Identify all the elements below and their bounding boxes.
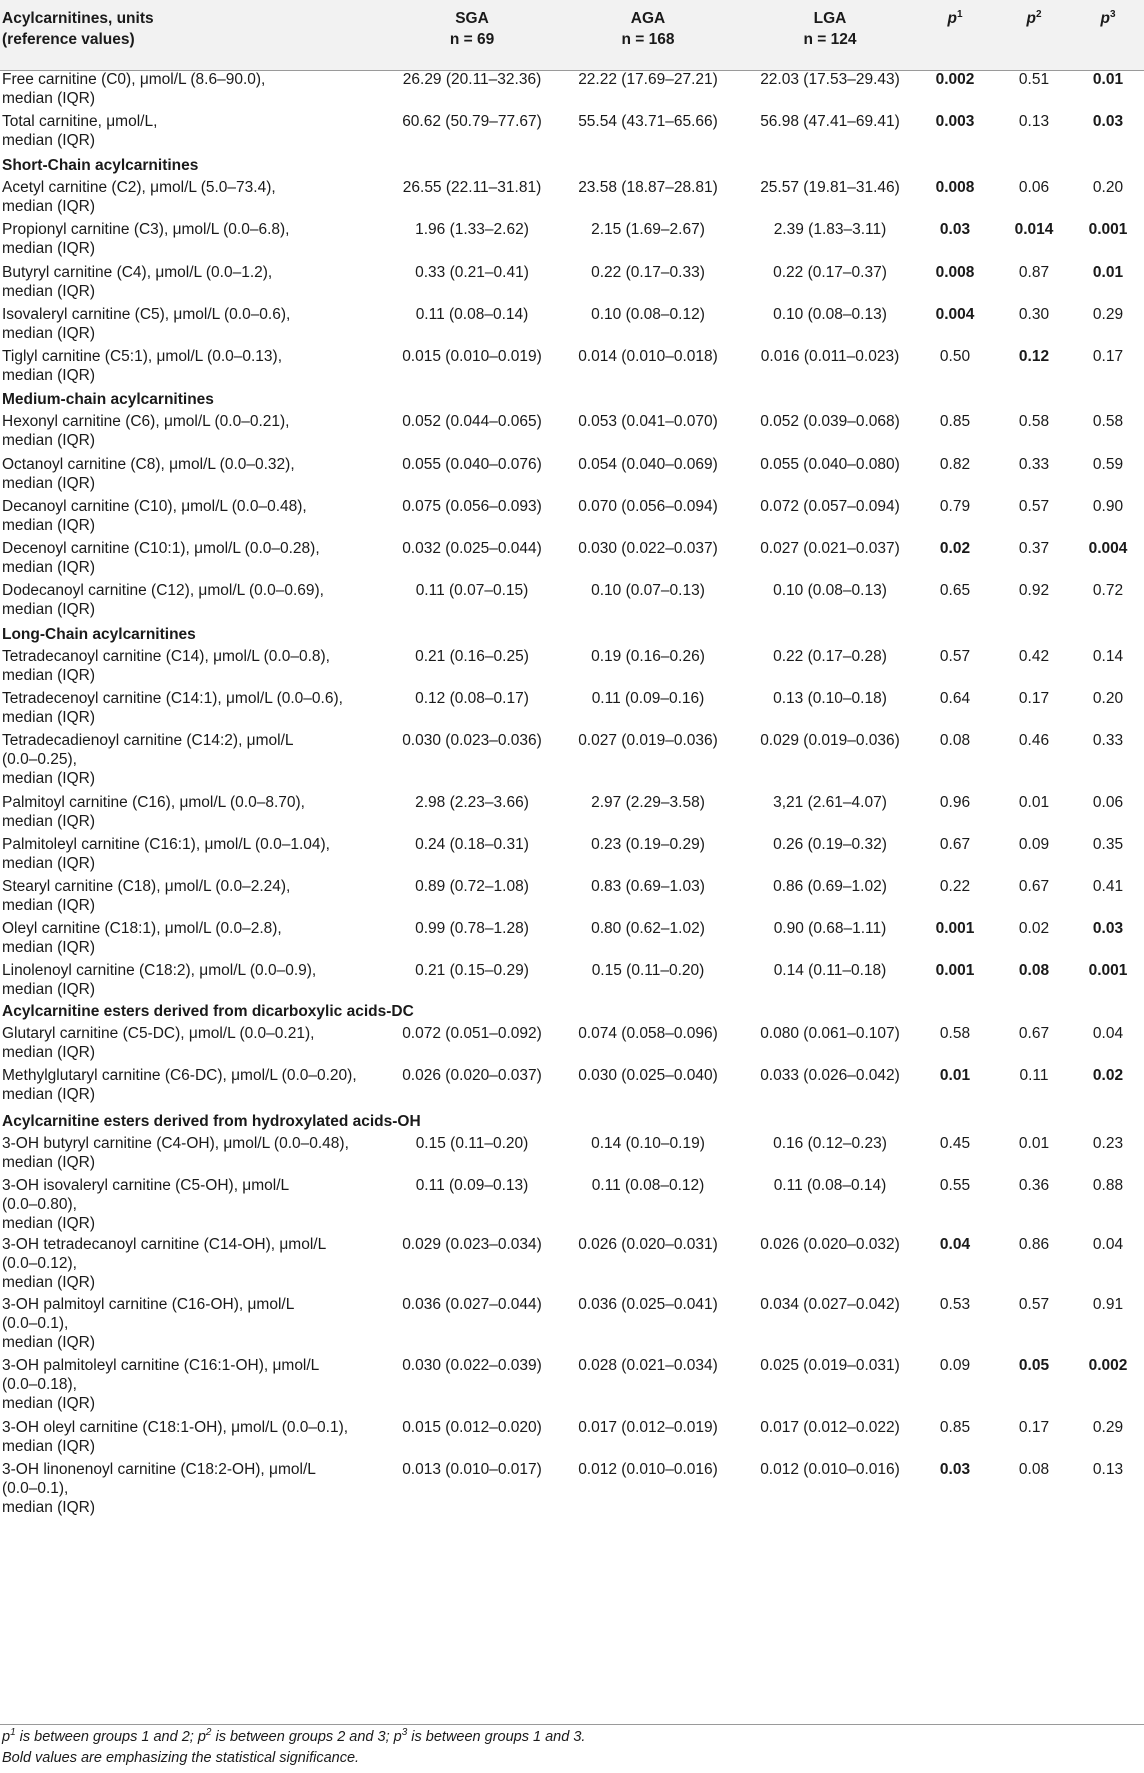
- table-bottom-rule: [0, 1724, 1144, 1725]
- p2-value: 0.57: [1018, 1296, 1050, 1313]
- aga-value: 0.028 (0.021–0.034): [578, 1357, 718, 1374]
- p2-value: 0.08: [1018, 1461, 1050, 1478]
- p1-value: 0.50: [939, 348, 971, 365]
- row-label-line: median (IQR): [2, 325, 96, 342]
- section-header: Acylcarnitine esters derived from hydroxylated acids-OH: [2, 1113, 421, 1130]
- p1-value: 0.85: [939, 413, 971, 430]
- p1-value: 0.001: [935, 962, 975, 979]
- p2-value: 0.13: [1018, 113, 1050, 130]
- aga-value: 22.22 (17.69–27.21): [578, 71, 718, 88]
- p1-value: 0.004: [935, 306, 975, 323]
- p2-value: 0.33: [1018, 456, 1050, 473]
- footnote-sup-3: 3: [401, 1727, 408, 1739]
- row-label-line: median (IQR): [2, 432, 96, 449]
- lga-value: 0.026 (0.020–0.032): [760, 1236, 900, 1253]
- aga-value: 55.54 (43.71–65.66): [578, 113, 718, 130]
- sga-value: 0.029 (0.023–0.034): [402, 1236, 542, 1253]
- p2-value: 0.11: [1019, 1067, 1049, 1084]
- p3-value: 0.17: [1092, 348, 1124, 365]
- aga-value: 0.11 (0.08–0.12): [591, 1177, 705, 1194]
- aga-value: 0.14 (0.10–0.19): [591, 1135, 705, 1152]
- row-label-line: median (IQR): [2, 198, 96, 215]
- lga-value: 3,21 (2.61–4.07): [773, 794, 887, 811]
- aga-value: 0.026 (0.020–0.031): [578, 1236, 718, 1253]
- lga-value: 0.10 (0.08–0.13): [773, 306, 887, 323]
- p3-value: 0.20: [1092, 179, 1124, 196]
- sga-value: 0.24 (0.18–0.31): [415, 836, 529, 853]
- row-label-line: (0.0–0.80),: [2, 1196, 77, 1213]
- p1-value: 0.64: [939, 690, 971, 707]
- row-label-line: median (IQR): [2, 283, 96, 300]
- header-p1-sup: 1: [956, 8, 963, 20]
- aga-value: 0.80 (0.62–1.02): [591, 920, 705, 937]
- sga-value: 0.052 (0.044–0.065): [402, 413, 542, 430]
- header-col0-line1: Acylcarnitines, units: [2, 10, 154, 27]
- p2-value: 0.17: [1018, 1419, 1050, 1436]
- footnote-sup-2: 2: [205, 1727, 212, 1739]
- lga-value: 22.03 (17.53–29.43): [760, 71, 900, 88]
- p1-value: 0.03: [939, 221, 971, 238]
- lga-value: 0.017 (0.012–0.022): [760, 1419, 900, 1436]
- p1-value: 0.02: [939, 540, 971, 557]
- row-label-line: median (IQR): [2, 981, 96, 998]
- sga-value: 0.013 (0.010–0.017): [402, 1461, 542, 1478]
- aga-value: 0.014 (0.010–0.018): [578, 348, 718, 365]
- header-lga-n: n = 124: [803, 31, 857, 48]
- p3-value: 0.29: [1092, 1419, 1124, 1436]
- row-label-line: 3-OH isovaleryl carnitine (C5-OH), μmol/L: [2, 1177, 290, 1194]
- header-col0-line2: (reference values): [2, 31, 135, 48]
- lga-value: 0.22 (0.17–0.37): [773, 264, 887, 281]
- p3-value: 0.03: [1092, 920, 1124, 937]
- footnote-text-3: is between groups 1 and 3.: [407, 1729, 586, 1745]
- p3-value: 0.004: [1088, 540, 1128, 557]
- p1-value: 0.001: [935, 920, 975, 937]
- row-label-line: Butyryl carnitine (C4), μmol/L (0.0–1.2),: [2, 264, 273, 281]
- p3-value: 0.72: [1092, 582, 1124, 599]
- row-label-line: 3-OH butyryl carnitine (C4-OH), μmol/L (0.0–0.48),: [2, 1135, 349, 1152]
- header-p1-letter: p: [947, 10, 957, 27]
- p1-value: 0.09: [939, 1357, 971, 1374]
- row-label-line: median (IQR): [2, 240, 96, 257]
- aga-value: 0.074 (0.058–0.096): [578, 1025, 718, 1042]
- p1-value: 0.55: [939, 1177, 971, 1194]
- aga-value: 0.017 (0.012–0.019): [578, 1419, 718, 1436]
- row-label-line: Dodecanoyl carnitine (C12), μmol/L (0.0–0.69),: [2, 582, 324, 599]
- row-label-line: Linolenoyl carnitine (C18:2), μmol/L (0.0–0.9),: [2, 962, 317, 979]
- p3-value: 0.001: [1088, 221, 1128, 238]
- section-header: Acylcarnitine esters derived from dicarboxylic acids-DC: [2, 1003, 414, 1020]
- p2-value: 0.12: [1018, 348, 1050, 365]
- lga-value: 0.033 (0.026–0.042): [760, 1067, 900, 1084]
- lga-value: 0.029 (0.019–0.036): [760, 732, 900, 749]
- row-label-line: Tetradecadienoyl carnitine (C14:2), μmol/L: [2, 732, 294, 749]
- row-label-line: Hexonyl carnitine (C6), μmol/L (0.0–0.21),: [2, 413, 290, 430]
- p2-value: 0.67: [1018, 1025, 1050, 1042]
- p1-value: 0.002: [935, 71, 975, 88]
- aga-value: 0.22 (0.17–0.33): [591, 264, 705, 281]
- sga-value: 0.072 (0.051–0.092): [402, 1025, 542, 1042]
- p2-value: 0.87: [1018, 264, 1050, 281]
- footnote-bold-note: Bold values are emphasizing the statistical significance.: [2, 1750, 360, 1766]
- p2-value: 0.67: [1018, 878, 1050, 895]
- sga-value: 0.036 (0.027–0.044): [402, 1296, 542, 1313]
- row-label-line: median (IQR): [2, 939, 96, 956]
- lga-value: 0.86 (0.69–1.02): [773, 878, 887, 895]
- row-label-line: median (IQR): [2, 1334, 96, 1351]
- sga-value: 0.11 (0.09–0.13): [415, 1177, 529, 1194]
- row-label-line: median (IQR): [2, 90, 96, 107]
- sga-value: 0.11 (0.08–0.14): [415, 306, 529, 323]
- lga-value: 0.034 (0.027–0.042): [760, 1296, 900, 1313]
- sga-value: 2.98 (2.23–3.66): [415, 794, 529, 811]
- p2-value: 0.57: [1018, 498, 1050, 515]
- aga-value: 2.97 (2.29–3.58): [591, 794, 705, 811]
- header-lga-name: LGA: [813, 10, 847, 27]
- p3-value: 0.02: [1092, 1067, 1124, 1084]
- p2-value: 0.05: [1018, 1357, 1050, 1374]
- aga-value: 0.15 (0.11–0.20): [591, 962, 705, 979]
- p3-value: 0.35: [1092, 836, 1124, 853]
- p1-value: 0.67: [939, 836, 971, 853]
- p3-value: 0.001: [1088, 962, 1128, 979]
- row-label-line: median (IQR): [2, 897, 96, 914]
- sga-value: 26.29 (20.11–32.36): [402, 71, 542, 88]
- row-label-line: Tetradecanoyl carnitine (C14), μmol/L (0.0–0.8),: [2, 648, 330, 665]
- row-label-line: median (IQR): [2, 1499, 96, 1516]
- p2-value: 0.06: [1018, 179, 1050, 196]
- p3-value: 0.58: [1092, 413, 1124, 430]
- p1-value: 0.45: [939, 1135, 971, 1152]
- row-label-line: Decanoyl carnitine (C10), μmol/L (0.0–0.48),: [2, 498, 307, 515]
- p2-value: 0.58: [1018, 413, 1050, 430]
- row-label-line: Glutaryl carnitine (C5-DC), μmol/L (0.0–0.21),: [2, 1025, 315, 1042]
- row-label-line: Total carnitine, μmol/L,: [2, 113, 158, 130]
- row-label-line: Stearyl carnitine (C18), μmol/L (0.0–2.24),: [2, 878, 291, 895]
- row-label-line: Decenoyl carnitine (C10:1), μmol/L (0.0–0.28),: [2, 540, 320, 557]
- row-label-line: median (IQR): [2, 709, 96, 726]
- p2-value: 0.08: [1018, 962, 1050, 979]
- section-header: Medium-chain acylcarnitines: [2, 391, 214, 408]
- p1-value: 0.08: [939, 732, 971, 749]
- p3-value: 0.20: [1092, 690, 1124, 707]
- p3-value: 0.90: [1092, 498, 1124, 515]
- aga-value: 23.58 (18.87–28.81): [578, 179, 718, 196]
- footnote-pvalues: [2, 1728, 585, 1747]
- lga-value: 2.39 (1.83–3.11): [773, 221, 887, 238]
- p3-value: 0.91: [1092, 1296, 1124, 1313]
- row-label-line: median (IQR): [2, 475, 96, 492]
- row-label-line: median (IQR): [2, 813, 96, 830]
- aga-value: 0.036 (0.025–0.041): [578, 1296, 718, 1313]
- sga-value: 0.055 (0.040–0.076): [402, 456, 542, 473]
- aga-value: 0.10 (0.08–0.12): [591, 306, 705, 323]
- row-label-line: Acetyl carnitine (C2), μmol/L (5.0–73.4),: [2, 179, 276, 196]
- p3-value: 0.33: [1092, 732, 1124, 749]
- p3-value: 0.04: [1092, 1236, 1124, 1253]
- row-label-line: 3-OH tetradecanoyl carnitine (C14-OH), μmol/L: [2, 1236, 327, 1253]
- p1-value: 0.65: [939, 582, 971, 599]
- aga-value: 2.15 (1.69–2.67): [591, 221, 705, 238]
- row-label-line: 3-OH oleyl carnitine (C18:1-OH), μmol/L (0.0–0.1),: [2, 1419, 349, 1436]
- row-label-line: (0.0–0.25),: [2, 751, 77, 768]
- lga-value: 0.025 (0.019–0.031): [760, 1357, 900, 1374]
- row-label-line: Propionyl carnitine (C3), μmol/L (0.0–6.8),: [2, 221, 290, 238]
- p1-value: 0.22: [939, 878, 971, 895]
- p2-value: 0.01: [1018, 794, 1050, 811]
- p2-value: 0.46: [1018, 732, 1050, 749]
- header-p3-letter: p: [1100, 10, 1110, 27]
- lga-value: 0.052 (0.039–0.068): [760, 413, 900, 430]
- lga-value: 0.22 (0.17–0.28): [773, 648, 887, 665]
- p3-value: 0.002: [1088, 1357, 1128, 1374]
- sga-value: 0.11 (0.07–0.15): [415, 582, 529, 599]
- row-label-line: median (IQR): [2, 517, 96, 534]
- p1-value: 0.01: [939, 1067, 971, 1084]
- row-label-line: median (IQR): [2, 601, 96, 618]
- aga-value: 0.23 (0.19–0.29): [591, 836, 705, 853]
- row-label-line: median (IQR): [2, 1438, 96, 1455]
- row-label-line: Oleyl carnitine (C18:1), μmol/L (0.0–2.8),: [2, 920, 282, 937]
- sga-value: 0.12 (0.08–0.17): [415, 690, 529, 707]
- sga-value: 26.55 (22.11–31.81): [402, 179, 542, 196]
- header-p3: [1072, 8, 1144, 29]
- p1-value: 0.96: [939, 794, 971, 811]
- header-sga-name: SGA: [455, 10, 489, 27]
- p2-value: 0.92: [1018, 582, 1050, 599]
- aga-value: 0.053 (0.041–0.070): [578, 413, 718, 430]
- p2-value: 0.17: [1018, 690, 1050, 707]
- aga-value: 0.83 (0.69–1.03): [591, 878, 705, 895]
- row-label-line: 3-OH linonenoyl carnitine (C18:2-OH), μmol/L: [2, 1461, 316, 1478]
- p1-value: 0.85: [939, 1419, 971, 1436]
- sga-value: 0.075 (0.056–0.093): [402, 498, 542, 515]
- p2-value: 0.014: [1014, 221, 1054, 238]
- sga-value: 0.015 (0.012–0.020): [402, 1419, 542, 1436]
- footnote-p-letter: p: [2, 1729, 11, 1745]
- aga-value: 0.027 (0.019–0.036): [578, 732, 718, 749]
- row-label-line: median (IQR): [2, 1274, 96, 1291]
- sga-value: 0.032 (0.025–0.044): [402, 540, 542, 557]
- p2-value: 0.86: [1018, 1236, 1050, 1253]
- row-label-line: 3-OH palmitoleyl carnitine (C16:1-OH), μmol/L: [2, 1357, 320, 1374]
- row-label-line: median (IQR): [2, 559, 96, 576]
- row-label-line: (0.0–0.1),: [2, 1315, 69, 1332]
- lga-value: 0.13 (0.10–0.18): [773, 690, 887, 707]
- row-label-line: (0.0–0.12),: [2, 1255, 77, 1272]
- row-label-line: median (IQR): [2, 1154, 96, 1171]
- header-p2-sup: 2: [1035, 8, 1042, 20]
- sga-value: 0.015 (0.010–0.019): [402, 348, 542, 365]
- lga-value: 0.10 (0.08–0.13): [773, 582, 887, 599]
- p3-value: 0.29: [1092, 306, 1124, 323]
- footnote-sup-1: 1: [10, 1727, 16, 1739]
- p2-value: 0.36: [1018, 1177, 1050, 1194]
- p1-value: 0.53: [939, 1296, 971, 1313]
- p3-value: 0.03: [1092, 113, 1124, 130]
- row-label-line: (0.0–0.1),: [2, 1480, 69, 1497]
- row-label-line: 3-OH palmitoyl carnitine (C16-OH), μmol/L: [2, 1296, 295, 1313]
- p3-value: 0.13: [1092, 1461, 1124, 1478]
- p2-value: 0.37: [1018, 540, 1050, 557]
- sga-value: 0.21 (0.16–0.25): [415, 648, 529, 665]
- footnote-text-1: is between groups 1 and 2; p: [15, 1729, 206, 1745]
- header-sga-n: n = 69: [449, 31, 495, 48]
- lga-value: 0.26 (0.19–0.32): [773, 836, 887, 853]
- section-header: Short-Chain acylcarnitines: [2, 157, 199, 174]
- row-label-line: median (IQR): [2, 132, 96, 149]
- aga-value: 0.030 (0.025–0.040): [578, 1067, 718, 1084]
- p2-value: 0.42: [1018, 648, 1050, 665]
- header-p3-sup: 3: [1109, 8, 1116, 20]
- sga-value: 0.030 (0.022–0.039): [402, 1357, 542, 1374]
- lga-value: 0.16 (0.12–0.23): [773, 1135, 887, 1152]
- sga-value: 0.030 (0.023–0.036): [402, 732, 542, 749]
- footnote-text-2: is between groups 2 and 3; p: [211, 1729, 402, 1745]
- aga-value: 0.012 (0.010–0.016): [578, 1461, 718, 1478]
- lga-value: 0.072 (0.057–0.094): [760, 498, 900, 515]
- row-label-line: median (IQR): [2, 855, 96, 872]
- lga-value: 0.080 (0.061–0.107): [760, 1025, 900, 1042]
- p3-value: 0.01: [1092, 264, 1124, 281]
- row-label-line: median (IQR): [2, 1086, 96, 1103]
- lga-value: 0.012 (0.010–0.016): [760, 1461, 900, 1478]
- row-label-line: median (IQR): [2, 667, 96, 684]
- p3-value: 0.23: [1092, 1135, 1124, 1152]
- row-label-line: Tetradecenoyl carnitine (C14:1), μmol/L (0.0–0.6),: [2, 690, 343, 707]
- p1-value: 0.82: [939, 456, 971, 473]
- row-label-line: Methylglutaryl carnitine (C6-DC), μmol/L (0.0–0.20),: [2, 1067, 357, 1084]
- row-label-line: median (IQR): [2, 1044, 96, 1061]
- sga-value: 0.89 (0.72–1.08): [415, 878, 529, 895]
- p1-value: 0.003: [935, 113, 975, 130]
- row-label-line: Free carnitine (C0), μmol/L (8.6–90.0),: [2, 71, 266, 88]
- header-aga-n: n = 168: [621, 31, 675, 48]
- sga-value: 0.15 (0.11–0.20): [415, 1135, 529, 1152]
- p3-value: 0.41: [1092, 878, 1124, 895]
- lga-value: 25.57 (19.81–31.46): [760, 179, 900, 196]
- aga-value: 0.030 (0.022–0.037): [578, 540, 718, 557]
- sga-value: 60.62 (50.79–77.67): [402, 113, 542, 130]
- p3-value: 0.04: [1092, 1025, 1124, 1042]
- p1-value: 0.008: [935, 179, 975, 196]
- p1-value: 0.57: [939, 648, 971, 665]
- row-label-line: Palmitoleyl carnitine (C16:1), μmol/L (0.0–1.04),: [2, 836, 330, 853]
- lga-value: 0.11 (0.08–0.14): [773, 1177, 887, 1194]
- header-p1: [912, 8, 998, 29]
- header-aga-name: AGA: [630, 10, 666, 27]
- sga-value: 0.99 (0.78–1.28): [415, 920, 529, 937]
- row-label-line: median (IQR): [2, 367, 96, 384]
- p2-value: 0.09: [1018, 836, 1050, 853]
- section-header: Long-Chain acylcarnitines: [2, 626, 196, 643]
- row-label-line: median (IQR): [2, 1215, 96, 1232]
- aga-value: 0.19 (0.16–0.26): [591, 648, 705, 665]
- row-label-line: Octanoyl carnitine (C8), μmol/L (0.0–0.32),: [2, 456, 295, 473]
- row-label-line: (0.0–0.18),: [2, 1376, 77, 1393]
- p1-value: 0.79: [939, 498, 971, 515]
- lga-value: 0.016 (0.011–0.023): [760, 348, 900, 365]
- p3-value: 0.14: [1092, 648, 1124, 665]
- sga-value: 1.96 (1.33–2.62): [415, 221, 529, 238]
- p3-value: 0.88: [1092, 1177, 1124, 1194]
- header-p2: [990, 8, 1078, 29]
- lga-value: 0.055 (0.040–0.080): [760, 456, 900, 473]
- p3-value: 0.06: [1092, 794, 1124, 811]
- aga-value: 0.054 (0.040–0.069): [578, 456, 718, 473]
- lga-value: 56.98 (47.41–69.41): [760, 113, 900, 130]
- header-p2-letter: p: [1026, 10, 1036, 27]
- lga-value: 0.90 (0.68–1.11): [773, 920, 887, 937]
- row-label-line: Isovaleryl carnitine (C5), μmol/L (0.0–0.6),: [2, 306, 291, 323]
- sga-value: 0.026 (0.020–0.037): [402, 1067, 542, 1084]
- p2-value: 0.51: [1018, 71, 1050, 88]
- row-label-line: Tiglyl carnitine (C5:1), μmol/L (0.0–0.13),: [2, 348, 282, 365]
- p3-value: 0.59: [1092, 456, 1124, 473]
- p1-value: 0.008: [935, 264, 975, 281]
- sga-value: 0.33 (0.21–0.41): [415, 264, 529, 281]
- lga-value: 0.027 (0.021–0.037): [760, 540, 900, 557]
- aga-value: 0.070 (0.056–0.094): [578, 498, 718, 515]
- p1-value: 0.04: [939, 1236, 971, 1253]
- p1-value: 0.03: [939, 1461, 971, 1478]
- p2-value: 0.30: [1018, 306, 1050, 323]
- p3-value: 0.01: [1092, 71, 1124, 88]
- sga-value: 0.21 (0.15–0.29): [415, 962, 529, 979]
- lga-value: 0.14 (0.11–0.18): [773, 962, 887, 979]
- p2-value: 0.02: [1018, 920, 1050, 937]
- p1-value: 0.58: [939, 1025, 971, 1042]
- p2-value: 0.01: [1018, 1135, 1050, 1152]
- row-label-line: median (IQR): [2, 770, 96, 787]
- aga-value: 0.10 (0.07–0.13): [591, 582, 705, 599]
- aga-value: 0.11 (0.09–0.16): [591, 690, 705, 707]
- row-label-line: median (IQR): [2, 1395, 96, 1412]
- row-label-line: Palmitoyl carnitine (C16), μmol/L (0.0–8.70),: [2, 794, 305, 811]
